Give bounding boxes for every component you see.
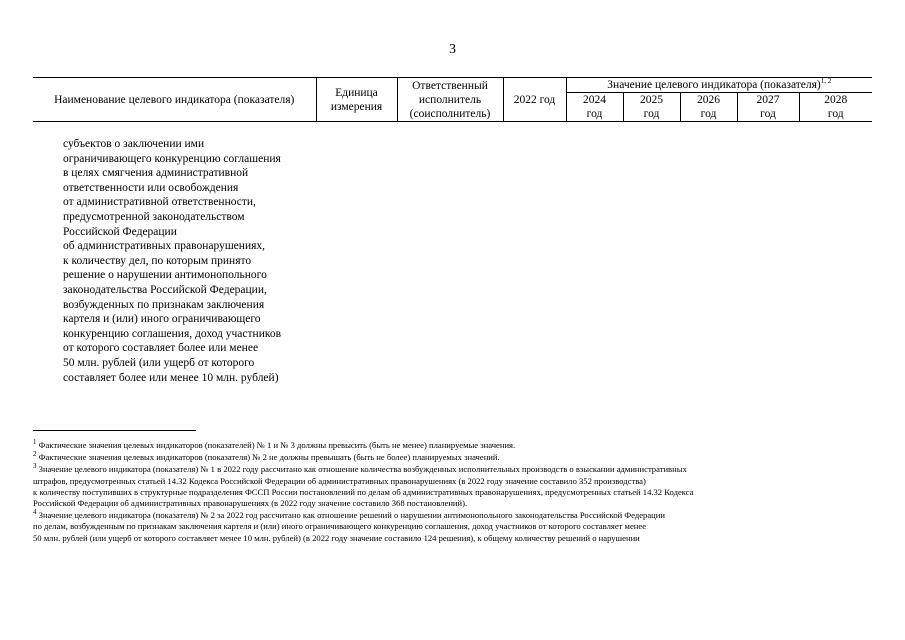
header-target-values	[566, 78, 872, 93]
footnote-1	[33, 440, 872, 451]
indicator-description-line: 50 млн. рублей (или ущерб от которого	[63, 356, 255, 369]
footnote-line	[33, 440, 872, 451]
header-year-value: 2025	[640, 94, 663, 106]
indicator-description-line: от административной ответственности,	[63, 196, 256, 209]
header-target-values-label: Значение целевого индикатора (показателя)	[607, 79, 821, 91]
indicator-description-line: составляет более или менее 10 млн. рублей)	[63, 371, 279, 384]
indicator-description-line: субъектов о заключении ими	[63, 138, 205, 150]
header-year-2024	[566, 93, 623, 122]
footnote-mark: 1	[33, 438, 37, 447]
footnote-line: штрафов, предусмотренных статьей 14.32 Кодекса Российской Федерации об административных правонарушениях (в 2022 году значение составило 352 производства)	[33, 475, 646, 486]
indicator-description-line: от которого составляет более или менее	[63, 342, 259, 355]
header-year-suffix: год	[586, 108, 603, 120]
header-executor-line2: исполнитель	[418, 93, 482, 106]
header-year-2025	[623, 93, 680, 122]
footnote-separator	[33, 430, 196, 431]
header-base-year: 2022 год	[503, 78, 566, 122]
footnote-3	[33, 464, 872, 509]
header-year-suffix: год	[643, 108, 660, 120]
footnote-text: Значение целевого индикатора (показателя) № 2 за 2022 год рассчитано как отношение решений о нарушении антимонопольного законодательства Российской Федерации	[38, 510, 665, 521]
header-year-value: 2028	[824, 94, 848, 106]
footnote-mark: 2	[33, 450, 37, 459]
footnote-mark: 4	[33, 508, 37, 517]
header-unit-line1: Единица	[335, 86, 378, 99]
header-year-suffix: год	[827, 108, 844, 120]
footnote-4	[33, 510, 872, 544]
header-executor	[397, 78, 503, 122]
header-year-2026	[680, 93, 737, 122]
indicator-description-line: ответственности или освобождения	[63, 181, 239, 194]
indicators-table	[33, 77, 872, 122]
header-year-suffix: год	[760, 108, 776, 120]
header-unit-line2: измерения	[330, 100, 383, 113]
indicator-description	[63, 137, 333, 385]
indicator-description-line: в целях смягчения административной	[63, 167, 249, 180]
indicator-description-line: решение о нарушении антимонопольного	[63, 269, 267, 282]
footnote-line	[33, 452, 872, 463]
footnote-line: 50 млн. рублей (или ущерб от которого составляет менее 10 млн. рублей) (в 2022 году значение составило 124 решения), к общему количеству решений о нарушении	[33, 532, 640, 543]
footnotes	[33, 440, 872, 545]
footnote-mark: 3	[33, 462, 37, 471]
indicator-description-line: об административных правонарушениях,	[63, 240, 266, 253]
footnote-text: Фактические значения целевых индикаторов (показателя) № 2 не должны превышать (быть не более) планируемых значений.	[38, 452, 500, 463]
indicator-description-line: законодательства Российской Федерации,	[63, 283, 267, 296]
indicator-description-line: картеля и (или) иного ограничивающего	[63, 313, 261, 326]
header-year-2028	[799, 93, 872, 122]
indicator-description-line: конкуренцию соглашения, доход участников	[63, 327, 282, 340]
header-year-suffix: год	[700, 108, 717, 120]
footnote-2	[33, 452, 872, 463]
page-number: 3	[449, 42, 456, 57]
header-year-value: 2026	[697, 94, 720, 106]
indicator-description-line: ограничивающего конкуренцию соглашения	[63, 152, 281, 165]
indicator-description-line: возбужденных по признакам заключения	[63, 298, 265, 311]
footnote-line	[33, 464, 872, 475]
header-indicator-name: Наименование целевого индикатора (показателя)	[33, 78, 316, 122]
header-year-2027	[737, 93, 799, 122]
footnote-line: к количеству поступивших в структурные подразделения ФССП России постановлений по делам об административных правонарушениях, предусмотренных статьей 14.32 Кодекса	[33, 486, 694, 497]
header-target-values-footnote-ref: 1, 2	[820, 77, 832, 86]
footnote-text: Фактические значения целевых индикаторов (показателей) № 1 и № 3 должны превысить (быть не менее) планируемые значения.	[38, 440, 516, 450]
header-executor-line3: (соисполнитель)	[409, 107, 491, 120]
indicator-description-line: к количеству дел, по которым принято	[63, 254, 252, 267]
footnote-line	[33, 510, 872, 521]
header-unit	[316, 78, 397, 122]
indicator-description-line: предусмотренной законодательством	[63, 210, 245, 223]
footnote-line: по делам, возбужденным по признакам заключения картеля и (или) иного ограничивающего конкуренцию соглашения, доход участников от которого составляет менее	[33, 521, 647, 532]
footnote-line: Российской Федерации об административных правонарушениях (в 2022 году значение составило 368 постановлений).	[33, 498, 468, 509]
header-year-value: 2024	[583, 94, 606, 106]
header-year-value: 2027	[756, 94, 780, 106]
footnote-text: Значение целевого индикатора (показателя) № 1 в 2022 году рассчитано как отношение количества возбужденных исполнительных производств о взыскании административных	[38, 464, 687, 475]
indicator-description-line: Российской Федерации	[63, 225, 177, 238]
header-executor-line1: Ответственный	[412, 79, 488, 92]
